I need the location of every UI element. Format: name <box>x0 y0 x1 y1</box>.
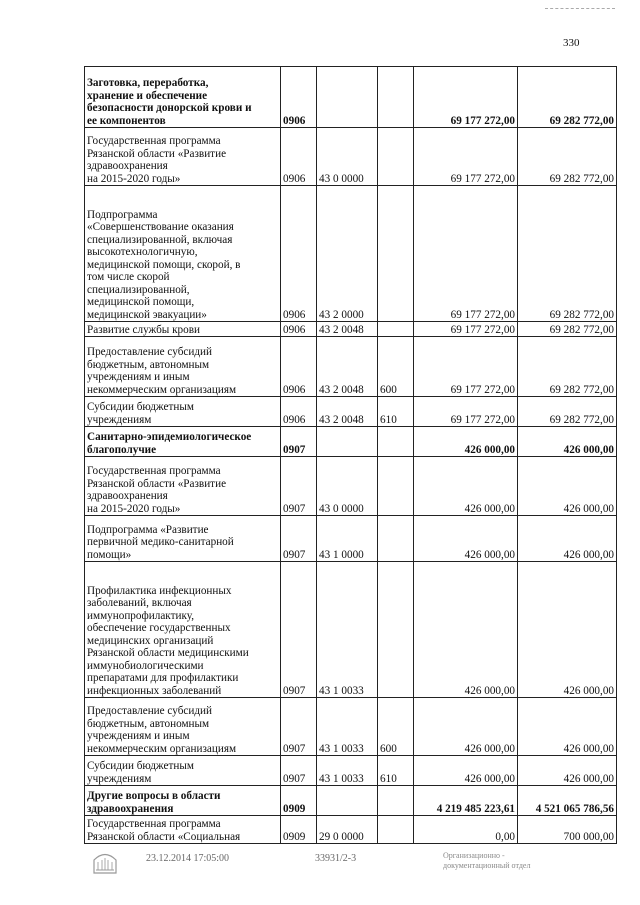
row-name-cell: Государственная программа Рязанской области «Развитие здравоохранения на 2015-2020 годы» <box>85 128 281 186</box>
row-section-cell: 0907 <box>281 427 317 457</box>
row-target-cell: 43 2 0048 <box>317 337 378 397</box>
row-amount-2016-cell: 426 000,00 <box>414 516 518 562</box>
row-target-cell: 43 1 0000 <box>317 516 378 562</box>
row-amount-2017-cell: 69 282 772,00 <box>518 397 617 427</box>
table-row <box>85 562 617 698</box>
row-amount-2017-cell: 426 000,00 <box>518 516 617 562</box>
table-row <box>85 698 617 756</box>
row-amount-2017-cell: 69 282 772,00 <box>518 337 617 397</box>
page-number: 330 <box>563 37 580 49</box>
row-target-cell: 43 1 0033 <box>317 756 378 786</box>
row-amount-2017-cell: 69 282 772,00 <box>518 128 617 186</box>
row-section-cell: 0906 <box>281 397 317 427</box>
row-type-cell <box>378 186 414 322</box>
row-section-cell: 0906 <box>281 186 317 322</box>
row-amount-2017-cell: 69 282 772,00 <box>518 67 617 128</box>
row-amount-2016-cell: 426 000,00 <box>414 698 518 756</box>
row-amount-2016-cell: 69 177 272,00 <box>414 337 518 397</box>
table-row <box>85 516 617 562</box>
row-amount-2016-cell: 69 177 272,00 <box>414 397 518 427</box>
row-amount-2016-cell: 69 177 272,00 <box>414 128 518 186</box>
row-amount-2017-cell: 700 000,00 <box>518 816 617 844</box>
row-name-cell: Подпрограмма «Совершенствование оказания специализированной, включая высокотехнологичную, медицинской помощи, скорой, в том числе скорой специализированной, медицинской помощи, медицинской эвакуации» <box>85 186 281 322</box>
row-type-cell <box>378 562 414 698</box>
row-target-cell: 43 0 0000 <box>317 128 378 186</box>
row-name-cell: Подпрограмма «Развитие первичной медико-санитарной помощи» <box>85 516 281 562</box>
row-type-cell: 600 <box>378 698 414 756</box>
row-type-cell <box>378 67 414 128</box>
row-type-cell: 610 <box>378 756 414 786</box>
row-target-cell <box>317 427 378 457</box>
row-name-cell: Субсидии бюджетным учреждениям <box>85 756 281 786</box>
row-section-cell: 0906 <box>281 128 317 186</box>
row-type-cell: 600 <box>378 337 414 397</box>
row-type-cell <box>378 457 414 516</box>
row-name-cell: Профилактика инфекционных заболеваний, включая иммунопрофилактику, обеспечение государственных медицинских организаций Рязанской области медицинскими иммунобиологическими препаратами для профилактики инфекционных заболеваний <box>85 562 281 698</box>
row-name-cell: Предоставление субсидий бюджетным, автономным учреждениям и иным некоммерческим организациям <box>85 698 281 756</box>
budget-table-body <box>85 67 617 844</box>
row-amount-2016-cell: 426 000,00 <box>414 457 518 516</box>
row-name-cell: Другие вопросы в области здравоохранения <box>85 786 281 816</box>
row-target-cell: 43 0 0000 <box>317 457 378 516</box>
row-type-cell <box>378 427 414 457</box>
row-section-cell: 0906 <box>281 67 317 128</box>
row-amount-2017-cell: 69 282 772,00 <box>518 186 617 322</box>
row-type-cell <box>378 128 414 186</box>
table-row <box>85 322 617 337</box>
row-section-cell: 0909 <box>281 786 317 816</box>
row-amount-2017-cell: 4 521 065 786,56 <box>518 786 617 816</box>
row-target-cell: 29 0 0000 <box>317 816 378 844</box>
row-amount-2016-cell: 0,00 <box>414 816 518 844</box>
row-name-cell: Заготовка, переработка, хранение и обеспечение безопасности донорской крови и ее компонентов <box>85 67 281 128</box>
table-row <box>85 128 617 186</box>
row-target-cell <box>317 67 378 128</box>
footer-doc-code: 33931/2-3 <box>315 853 357 864</box>
row-amount-2016-cell: 4 219 485 223,61 <box>414 786 518 816</box>
row-amount-2017-cell: 426 000,00 <box>518 562 617 698</box>
row-name-cell: Государственная программа Рязанской области «Развитие здравоохранения на 2015-2020 годы» <box>85 457 281 516</box>
row-target-cell: 43 2 0048 <box>317 397 378 427</box>
row-name-cell: Субсидии бюджетным учреждениям <box>85 397 281 427</box>
row-name-cell: Санитарно-эпидемиологическое благополучие <box>85 427 281 457</box>
budget-table <box>84 66 617 844</box>
row-name-cell: Государственная программа Рязанской области «Социальная <box>85 816 281 844</box>
row-amount-2016-cell: 426 000,00 <box>414 756 518 786</box>
table-row <box>85 186 617 322</box>
row-section-cell: 0907 <box>281 516 317 562</box>
row-amount-2017-cell: 426 000,00 <box>518 756 617 786</box>
footer-timestamp: 23.12.2014 17:05:00 <box>146 853 230 864</box>
row-section-cell: 0907 <box>281 698 317 756</box>
table-row <box>85 337 617 397</box>
table-row <box>85 457 617 516</box>
row-amount-2016-cell: 426 000,00 <box>414 427 518 457</box>
row-amount-2017-cell: 426 000,00 <box>518 457 617 516</box>
row-target-cell: 43 2 0000 <box>317 186 378 322</box>
row-section-cell: 0906 <box>281 322 317 337</box>
row-section-cell: 0906 <box>281 337 317 397</box>
row-amount-2016-cell: 426 000,00 <box>414 562 518 698</box>
row-type-cell <box>378 786 414 816</box>
row-type-cell <box>378 516 414 562</box>
row-amount-2017-cell: 426 000,00 <box>518 427 617 457</box>
row-amount-2016-cell: 69 177 272,00 <box>414 67 518 128</box>
row-type-cell <box>378 322 414 337</box>
table-row <box>85 786 617 816</box>
row-section-cell: 0909 <box>281 816 317 844</box>
footer-department-stamp: Организационно - документационный отдел <box>443 851 531 870</box>
row-target-cell: 43 1 0033 <box>317 698 378 756</box>
row-name-cell: Предоставление субсидий бюджетным, автономным учреждениям и иным некоммерческим организациям <box>85 337 281 397</box>
row-type-cell <box>378 816 414 844</box>
table-row <box>85 397 617 427</box>
table-row <box>85 67 617 128</box>
coat-of-arms-icon <box>90 846 120 876</box>
row-target-cell: 43 2 0048 <box>317 322 378 337</box>
row-section-cell: 0907 <box>281 457 317 516</box>
row-target-cell <box>317 786 378 816</box>
row-amount-2017-cell: 69 282 772,00 <box>518 322 617 337</box>
table-row <box>85 816 617 844</box>
row-section-cell: 0907 <box>281 562 317 698</box>
row-target-cell: 43 1 0033 <box>317 562 378 698</box>
table-row <box>85 756 617 786</box>
table-row <box>85 427 617 457</box>
row-type-cell: 610 <box>378 397 414 427</box>
row-amount-2017-cell: 426 000,00 <box>518 698 617 756</box>
row-amount-2016-cell: 69 177 272,00 <box>414 322 518 337</box>
row-section-cell: 0907 <box>281 756 317 786</box>
row-name-cell: Развитие службы крови <box>85 322 281 337</box>
row-amount-2016-cell: 69 177 272,00 <box>414 186 518 322</box>
scan-corner-mark <box>545 8 615 10</box>
